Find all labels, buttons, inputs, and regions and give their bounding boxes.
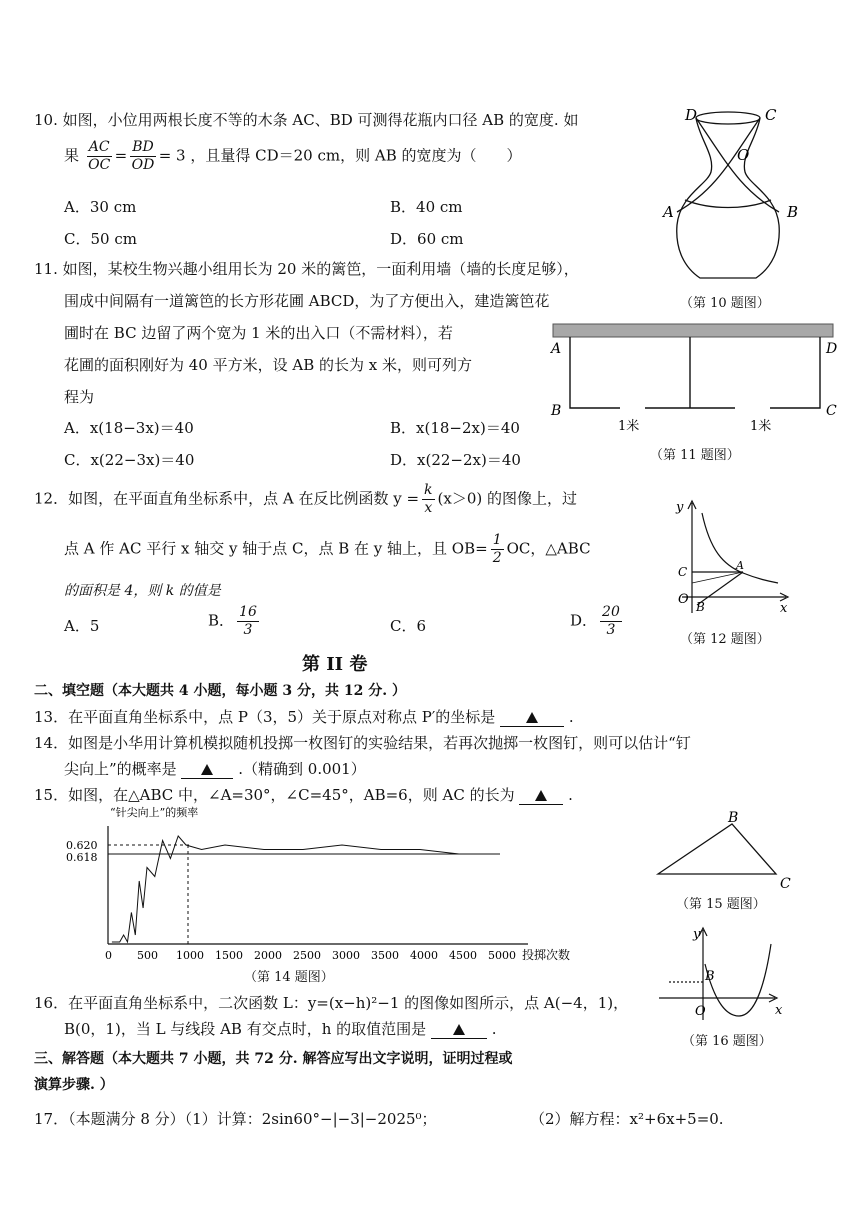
numerator: 1: [492, 532, 502, 548]
x-tick-label: 2000: [254, 949, 282, 962]
axis-y-label: y: [693, 927, 701, 942]
denominator: OC: [88, 157, 111, 173]
frequency-chart: [60, 804, 600, 964]
q12-text: (x＞0) 的图像上，过: [437, 489, 578, 508]
vase-figure: [655, 100, 805, 290]
denominator: x: [424, 500, 433, 516]
q11-line1: 11. 如图，某校生物兴趣小组用长为 20 米的篱笆，一面利用墙（墙的长度足够），: [34, 260, 579, 278]
label-c: C: [678, 565, 688, 579]
chart-ylabel: “针尖向上”的频率: [110, 806, 199, 819]
vase-label-d: D: [685, 106, 698, 124]
x-tick-label: 1500: [215, 949, 243, 962]
x-tick-label: 3500: [371, 949, 399, 962]
q12-option-b: [208, 604, 262, 639]
q14-text: 尖向上”的概率是: [64, 760, 177, 778]
section-3-heading: 三、解答题（本大题共 7 小题，共 72 分. 解答应写出文字说明，证明过程或: [34, 1051, 513, 1067]
q11-line2: 围成中间隔有一道篱笆的长方形花圃 ABCD，为了方便出入，建造篱笆花: [64, 292, 550, 310]
q14-text: .（精确到 0.001）: [238, 760, 366, 778]
option-label: D．: [570, 611, 598, 630]
garden-label-d: D: [826, 341, 838, 357]
q17-part2: （2）解方程：x²+6x+5=0.: [530, 1110, 724, 1128]
garden-figure: [545, 318, 845, 440]
answer-blank: [500, 708, 564, 727]
fraction-half: [491, 532, 504, 567]
denominator: 2: [492, 550, 502, 566]
vase-label-o: O: [737, 146, 750, 164]
q14-line2: [64, 758, 366, 779]
garden-label-c: C: [826, 403, 837, 419]
answer-blank: [431, 1020, 487, 1039]
fraction-20-3: [600, 604, 622, 639]
q13-text: .: [568, 708, 574, 726]
q12-option-d: [570, 604, 625, 639]
x-tick-label: 2500: [293, 949, 321, 962]
equals-sign: =: [114, 146, 128, 165]
section-3-heading-cont: 演算步骤. ）: [34, 1077, 114, 1093]
chart-xlabel: 投掷次数: [522, 948, 571, 962]
denominator: OD: [131, 157, 155, 173]
x-tick-label: 4500: [449, 949, 477, 962]
frequency-series-line: [112, 836, 498, 942]
q12-text: 12．如图，在平面直角坐标系中，点 A 在反比例函数 y =: [34, 489, 420, 508]
label-b: B: [696, 600, 705, 614]
numerator: 16: [239, 604, 257, 620]
label-b: B: [705, 969, 715, 984]
label-b: B: [728, 810, 739, 826]
axis-x-label: x: [780, 601, 788, 616]
fraction-ac-oc: [87, 139, 112, 174]
q10-option-d: D．60 cm: [390, 230, 464, 248]
fraction-k-x: [422, 482, 434, 517]
label-o: O: [678, 592, 689, 607]
fraction-bd-od: [130, 139, 156, 174]
x-tick-label: 4000: [410, 949, 438, 962]
q11-option-a: A．x(18−3x)＝40: [64, 419, 194, 437]
q16-text: .: [491, 1020, 497, 1038]
option-label: B．: [208, 611, 235, 630]
numerator: BD: [132, 139, 154, 155]
axis-y-label: y: [676, 500, 684, 515]
denominator: 3: [606, 622, 616, 638]
q16-line2: [64, 1018, 496, 1039]
q12-line3: 的面积是 4，则 k 的值是: [64, 583, 221, 599]
q11-option-d: D．x(22−2x)＝40: [390, 451, 521, 469]
section-2-heading: 二、填空题（本大题共 4 小题，每小题 3 分，共 12 分. ）: [34, 683, 406, 699]
axis-x-label: x: [775, 1003, 783, 1018]
fraction-16-3: [237, 604, 259, 639]
x-tick-label: 500: [137, 949, 158, 962]
q14-caption: （第 14 题图）: [244, 970, 334, 985]
label-a: A: [736, 559, 744, 572]
y-tick-label: 0.618: [66, 851, 98, 864]
triangle-icon: [535, 790, 547, 801]
q10-option-c: C．50 cm: [64, 230, 137, 248]
numerator: 20: [602, 604, 620, 620]
vase-label-b: B: [787, 203, 799, 221]
q16-line1: 16．在平面直角坐标系中，二次函数 L：y=(x−h)²−1 的图像如图所示，点 A(−4，1)，: [34, 994, 629, 1012]
x-tick-label: 0: [105, 949, 112, 962]
q11-caption: （第 11 题图）: [650, 448, 740, 463]
numerator: k: [424, 482, 433, 498]
q11-option-b: B．x(18−2x)＝40: [390, 419, 520, 437]
q10-text: = 3 ，且量得 CD＝20 cm，则 AB 的宽度为（ ）: [158, 146, 522, 165]
q10-option-a: A．30 cm: [64, 198, 137, 216]
answer-blank: [181, 760, 233, 779]
q11-line5: 程为: [64, 388, 95, 406]
q15-text: 15．如图，在△ABC 中，∠A=30°，∠C=45°，AB=6，则 AC 的长为: [34, 786, 515, 804]
q16-text: B(0，1)，当 L 与线段 AB 有交点时，h 的取值范围是: [64, 1020, 427, 1038]
q10-line2: [64, 139, 522, 174]
x-tick-label: 3000: [332, 949, 360, 962]
q10-caption: （第 10 题图）: [680, 296, 770, 311]
label-c: C: [780, 876, 791, 892]
x-tick-label: 5000: [488, 949, 516, 962]
volume-title: 第 II 卷: [302, 654, 368, 675]
triangle-icon: [201, 764, 213, 775]
hyperbola-figure: [668, 495, 803, 620]
q11-line3: 圃时在 BC 边留了两个宽为 1 米的出入口（不需材料），若: [64, 324, 453, 342]
vase-label-c: C: [765, 106, 777, 124]
q12-text: OC，△ABC: [506, 539, 591, 558]
q11-option-c: C．x(22−3x)＝40: [64, 451, 195, 469]
q10-option-b: B．40 cm: [390, 198, 463, 216]
garden-label-b: B: [551, 403, 562, 419]
label-o: O: [695, 1004, 706, 1019]
triangle-icon: [526, 712, 538, 723]
garden-gap-label: 1米: [750, 419, 772, 434]
q13-text: 13．在平面直角坐标系中，点 P（3，5）关于原点对称点 P′的坐标是: [34, 708, 496, 726]
q13: [34, 706, 574, 727]
q15-caption: （第 15 题图）: [676, 897, 766, 912]
q11-line4: 花圃的面积刚好为 40 平方米，设 AB 的长为 x 米，则可列方: [64, 356, 473, 374]
vase-label-a: A: [663, 203, 674, 221]
triangle-icon: [453, 1024, 465, 1035]
q16-caption: （第 16 题图）: [682, 1034, 772, 1049]
garden-label-a: A: [551, 341, 562, 357]
garden-gap-label: 1米: [618, 419, 640, 434]
q12-caption: （第 12 题图）: [680, 632, 770, 647]
numerator: AC: [88, 139, 110, 155]
triangle-figure: [650, 808, 800, 892]
q12-text: 点 A 作 AC 平行 x 轴交 y 轴于点 C，点 B 在 y 轴上，且 OB=: [64, 539, 488, 558]
parabola-figure: [655, 924, 795, 1024]
q15-text: .: [568, 786, 573, 804]
q12-option-c: C．6: [390, 617, 427, 635]
x-tick-label: 1000: [176, 949, 204, 962]
q15: [34, 784, 573, 805]
q17-part1: 17．（本题满分 8 分）（1）计算：2sin60°−|−3|−2025⁰；: [34, 1110, 437, 1128]
answer-blank: [519, 786, 563, 805]
q10-line1: 10. 如图，小位用两根长度不等的木条 AC、BD 可测得花瓶内口径 AB 的宽度. 如: [34, 111, 579, 129]
q14-line1: 14．如图是小华用计算机模拟随机投掷一枚图钉的实验结果，若再次抛掷一枚图钉，则可以估计“钉: [34, 734, 691, 752]
q12-line2: [64, 532, 591, 567]
q12-line1: [34, 482, 577, 517]
denominator: 3: [243, 622, 253, 638]
y-tick-label: 0.620: [66, 839, 98, 852]
q10-text: 果: [64, 146, 80, 165]
q12-option-a: A．5: [64, 617, 100, 635]
